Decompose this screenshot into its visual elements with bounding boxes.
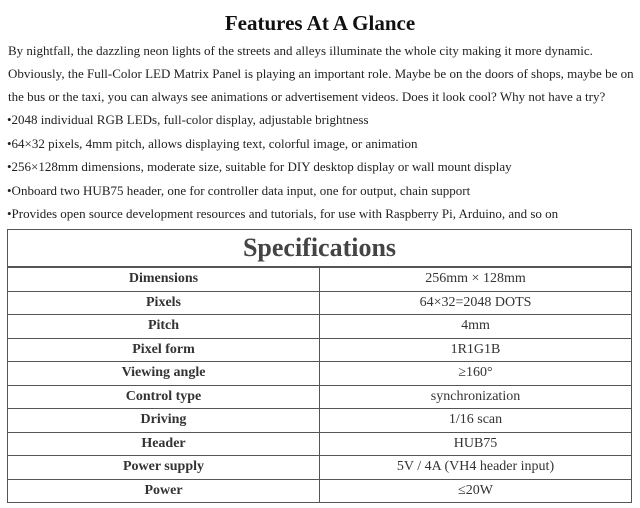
spec-row <box>8 432 632 456</box>
features-title: Features At A Glance <box>224 11 416 35</box>
spec-value: synchronization <box>320 385 632 409</box>
spec-row <box>8 267 632 291</box>
spec-row <box>8 291 632 315</box>
spec-label: Pixel form <box>8 338 320 362</box>
spec-label: Viewing angle <box>8 362 320 386</box>
spec-row <box>8 362 632 386</box>
spec-value: HUB75 <box>320 432 632 456</box>
spec-label: Power <box>8 479 320 503</box>
feature-bullet: •256×128mm dimensions, moderate size, suitable for DIY desktop display or wall mount display <box>7 159 512 175</box>
spec-label: Pitch <box>8 315 320 339</box>
spec-value: 1R1G1B <box>320 338 632 362</box>
spec-value: ≤20W <box>320 479 632 503</box>
spec-value: 1/16 scan <box>320 409 632 433</box>
spec-title-row <box>8 230 632 268</box>
feature-bullet: •64×32 pixels, 4mm pitch, allows displaying text, colorful image, or animation <box>7 135 418 151</box>
spec-value: ≥160° <box>320 362 632 386</box>
spec-value: 4mm <box>320 315 632 339</box>
feature-bullet: •Provides open source development resources and tutorials, for use with Raspberry Pi, Arduino, and so on <box>7 206 559 222</box>
specifications-table <box>7 229 632 503</box>
spec-label: Driving <box>8 409 320 433</box>
spec-label: Control type <box>8 385 320 409</box>
spec-row <box>8 385 632 409</box>
spec-row <box>8 409 632 433</box>
feature-bullet: •2048 individual RGB LEDs, full-color display, adjustable brightness <box>7 112 369 127</box>
intro-line: Obviously, the Full-Color LED Matrix Panel is playing an important role. Maybe be on the doors of shops, maybe be on <box>8 66 634 81</box>
spec-row <box>8 315 632 339</box>
spec-label: Pixels <box>8 291 320 315</box>
intro-paragraph <box>8 39 638 108</box>
spec-label: Dimensions <box>8 267 320 291</box>
spec-row <box>8 338 632 362</box>
spec-label: Header <box>8 432 320 456</box>
intro-line: the bus or the taxi, you can always see animations or advertisement videos. Does it look cool? Why not have a try? <box>8 89 606 104</box>
spec-value: 5V / 4A (VH4 header input) <box>320 456 632 480</box>
spec-label: Power supply <box>8 456 320 480</box>
spec-row <box>8 479 632 503</box>
spec-value: 256mm × 128mm <box>320 267 632 291</box>
intro-line: By nightfall, the dazzling neon lights of the streets and alleys illuminate the whole city making it more dynamic. <box>8 43 593 58</box>
spec-row <box>8 456 632 480</box>
specifications-title: Specifications <box>8 230 632 268</box>
spec-value: 64×32=2048 DOTS <box>320 291 632 315</box>
feature-bullet: •Onboard two HUB75 header, one for controller data input, one for output, chain support <box>7 182 471 198</box>
feature-bullet-list <box>7 108 637 226</box>
